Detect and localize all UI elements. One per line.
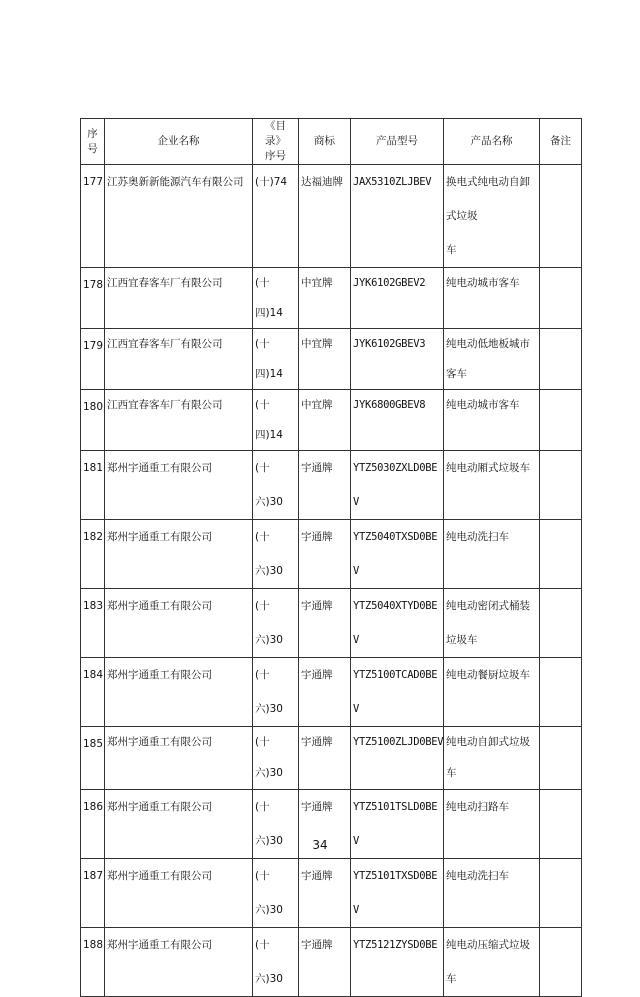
row-catalog: (十六)30 bbox=[253, 451, 299, 520]
row-product: 纯电动密闭式桶装垃圾车 bbox=[444, 589, 540, 658]
row-brand: 中宜牌 bbox=[299, 329, 351, 390]
row-company: 郑州宇通重工有限公司 bbox=[105, 727, 253, 790]
row-note bbox=[540, 727, 582, 790]
row-model-line2: V bbox=[353, 904, 360, 916]
row-model: YTZ5100ZLJD0BEV bbox=[351, 727, 444, 790]
row-note bbox=[540, 589, 582, 658]
row-note bbox=[540, 165, 582, 268]
table-row bbox=[81, 727, 582, 790]
row-seq: 184 bbox=[81, 658, 105, 727]
row-company: 江西宜春客车厂有限公司 bbox=[105, 329, 253, 390]
row-company: 郑州宇通重工有限公司 bbox=[105, 859, 253, 928]
row-brand: 宇通牌 bbox=[299, 451, 351, 520]
table-row bbox=[81, 589, 582, 658]
header-company: 企业名称 bbox=[105, 119, 253, 165]
header-catalog-line2: 序号 bbox=[265, 150, 286, 162]
row-model: JYK6102GBEV3 bbox=[351, 329, 444, 390]
row-catalog: (十六)30 bbox=[253, 727, 299, 790]
table-row bbox=[81, 520, 582, 589]
row-model-line2: V bbox=[353, 565, 360, 577]
row-brand: 宇通牌 bbox=[299, 658, 351, 727]
row-company: 江西宜春客车厂有限公司 bbox=[105, 390, 253, 451]
row-seq: 178 bbox=[81, 268, 105, 329]
row-model: JYK6102GBEV2 bbox=[351, 268, 444, 329]
row-brand: 宇通牌 bbox=[299, 790, 351, 859]
row-model-line2: V bbox=[353, 703, 360, 715]
row-model bbox=[351, 520, 444, 589]
table-row bbox=[81, 390, 582, 451]
row-catalog: (十四)14 bbox=[253, 390, 299, 451]
row-catalog: (十六)30 bbox=[253, 589, 299, 658]
row-brand: 宇通牌 bbox=[299, 589, 351, 658]
row-product: 纯电动低地板城市客车 bbox=[444, 329, 540, 390]
row-seq: 183 bbox=[81, 589, 105, 658]
row-company: 郑州宇通重工有限公司 bbox=[105, 589, 253, 658]
row-brand: 中宜牌 bbox=[299, 390, 351, 451]
header-catalog bbox=[253, 119, 299, 165]
table-row bbox=[81, 451, 582, 520]
row-seq: 187 bbox=[81, 859, 105, 928]
row-note bbox=[540, 520, 582, 589]
row-product bbox=[444, 165, 540, 268]
row-model-line2: V bbox=[353, 835, 360, 847]
row-note bbox=[540, 451, 582, 520]
row-product: 纯电动厢式垃圾车 bbox=[444, 451, 540, 520]
row-product: 纯电动扫路车 bbox=[444, 790, 540, 859]
row-catalog: (十四)14 bbox=[253, 329, 299, 390]
row-model: JYK6800GBEV8 bbox=[351, 390, 444, 451]
row-model bbox=[351, 451, 444, 520]
row-model-line1: YTZ5101TXSD0BE bbox=[353, 870, 438, 882]
row-catalog: (十)74 bbox=[253, 165, 299, 268]
row-note bbox=[540, 658, 582, 727]
row-company: 郑州宇通重工有限公司 bbox=[105, 520, 253, 589]
row-model-line2: V bbox=[353, 496, 360, 508]
row-product-line2: 车 bbox=[446, 244, 457, 256]
row-model-line1: YTZ5101TSLD0BE bbox=[353, 801, 438, 813]
table-row bbox=[81, 658, 582, 727]
row-company: 郑州宇通重工有限公司 bbox=[105, 790, 253, 859]
row-product: 纯电动城市客车 bbox=[444, 390, 540, 451]
row-company: 郑州宇通重工有限公司 bbox=[105, 928, 253, 997]
row-seq: 180 bbox=[81, 390, 105, 451]
row-catalog: (十六)30 bbox=[253, 790, 299, 859]
header-row bbox=[81, 119, 582, 165]
row-model bbox=[351, 589, 444, 658]
row-product: 纯电动城市客车 bbox=[444, 268, 540, 329]
row-company: 江西宜春客车厂有限公司 bbox=[105, 268, 253, 329]
row-brand: 宇通牌 bbox=[299, 727, 351, 790]
table-row bbox=[81, 859, 582, 928]
row-brand: 中宜牌 bbox=[299, 268, 351, 329]
row-seq: 177 bbox=[81, 165, 105, 268]
page-number: 34 bbox=[312, 838, 328, 852]
row-model-line1: YTZ5030ZXLD0BE bbox=[353, 462, 438, 474]
row-product: 纯电动自卸式垃圾车 bbox=[444, 727, 540, 790]
table-row bbox=[81, 165, 582, 268]
row-seq: 179 bbox=[81, 329, 105, 390]
row-company: 郑州宇通重工有限公司 bbox=[105, 658, 253, 727]
vehicle-catalog-table bbox=[80, 118, 582, 997]
header-product: 产品名称 bbox=[444, 119, 540, 165]
row-model-line1: YTZ5040XTYD0BE bbox=[353, 600, 438, 612]
row-model bbox=[351, 859, 444, 928]
row-company: 江苏奥新新能源汽车有限公司 bbox=[105, 165, 253, 268]
row-note bbox=[540, 390, 582, 451]
row-product: 纯电动压缩式垃圾车 bbox=[444, 928, 540, 997]
row-catalog: (十四)14 bbox=[253, 268, 299, 329]
row-catalog: (十六)30 bbox=[253, 859, 299, 928]
row-brand: 宇通牌 bbox=[299, 520, 351, 589]
row-model: YTZ5121ZYSD0BE bbox=[351, 928, 444, 997]
row-note bbox=[540, 928, 582, 997]
row-company: 郑州宇通重工有限公司 bbox=[105, 451, 253, 520]
row-seq: 186 bbox=[81, 790, 105, 859]
row-brand: 达福迪牌 bbox=[299, 165, 351, 268]
row-seq: 185 bbox=[81, 727, 105, 790]
row-note bbox=[540, 859, 582, 928]
row-product: 纯电动洗扫车 bbox=[444, 520, 540, 589]
row-note bbox=[540, 268, 582, 329]
header-seq: 序号 bbox=[81, 119, 105, 165]
table-row bbox=[81, 928, 582, 997]
row-seq: 181 bbox=[81, 451, 105, 520]
row-model: JAX5310ZLJBEV bbox=[351, 165, 444, 268]
table-row bbox=[81, 329, 582, 390]
header-note: 备注 bbox=[540, 119, 582, 165]
row-catalog: (十六)30 bbox=[253, 658, 299, 727]
row-model-line1: YTZ5100TCAD0BE bbox=[353, 669, 438, 681]
row-model-line1: YTZ5040TXSD0BE bbox=[353, 531, 438, 543]
row-product: 纯电动餐厨垃圾车 bbox=[444, 658, 540, 727]
table-row bbox=[81, 268, 582, 329]
row-brand: 宇通牌 bbox=[299, 928, 351, 997]
row-model bbox=[351, 658, 444, 727]
row-seq: 188 bbox=[81, 928, 105, 997]
row-brand: 宇通牌 bbox=[299, 859, 351, 928]
row-seq: 182 bbox=[81, 520, 105, 589]
header-brand: 商标 bbox=[299, 119, 351, 165]
row-catalog: (十六)30 bbox=[253, 928, 299, 997]
row-product: 纯电动洗扫车 bbox=[444, 859, 540, 928]
row-product-line1: 换电式纯电动自卸式垃圾 bbox=[446, 176, 530, 222]
header-catalog-line1: 《目录》 bbox=[265, 120, 286, 147]
header-model: 产品型号 bbox=[351, 119, 444, 165]
row-note bbox=[540, 329, 582, 390]
row-model-line2: V bbox=[353, 634, 360, 646]
row-catalog: (十六)30 bbox=[253, 520, 299, 589]
